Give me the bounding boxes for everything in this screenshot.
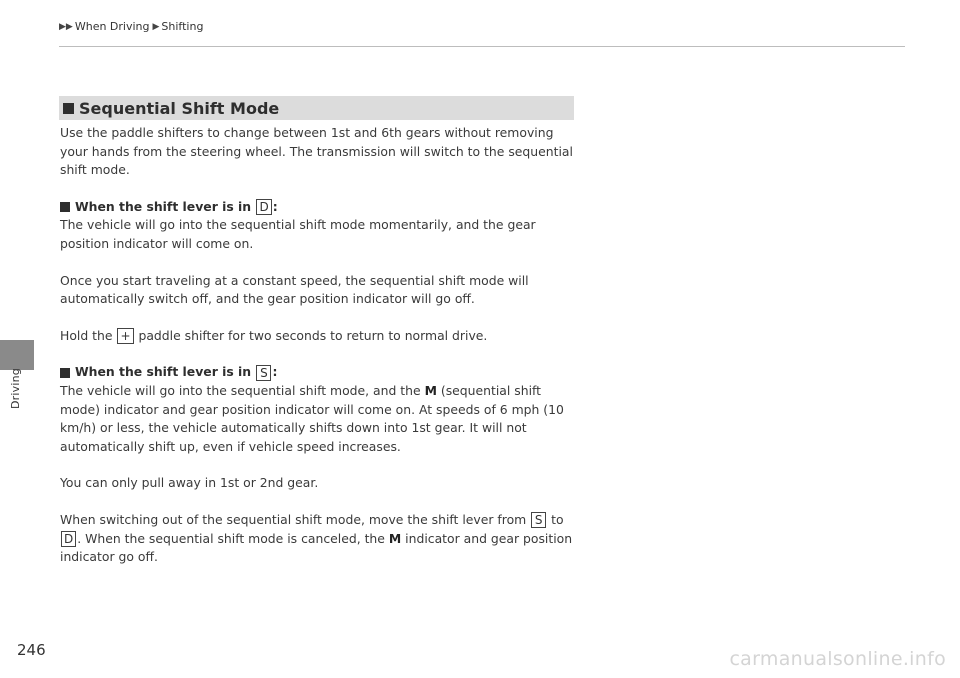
section-title: Sequential Shift Mode xyxy=(79,98,280,118)
subheading-square-icon xyxy=(60,368,70,378)
subheading-text: When the shift lever is in xyxy=(75,364,252,380)
breadcrumb-arrow-icon: ▶▶ xyxy=(59,21,73,32)
text: When switching out of the sequential shift mode, move the shift lever from xyxy=(60,511,527,527)
paragraph-s-1 xyxy=(60,382,576,456)
breadcrumb xyxy=(59,20,203,33)
subheading-d xyxy=(60,198,576,217)
paragraph-hold xyxy=(60,327,576,346)
breadcrumb-item-shifting[interactable]: Shifting xyxy=(161,20,204,33)
watermark: carmanualsonline.info xyxy=(729,648,946,670)
paddle-plus-key-icon: + xyxy=(117,328,133,344)
body-content xyxy=(60,124,576,585)
subheading-s xyxy=(60,363,576,382)
subheading-text: When the shift lever is in xyxy=(75,198,252,214)
subheading-square-icon xyxy=(60,202,70,212)
intro-paragraph: Use the paddle shifters to change between 1st and 6th gears without removing your hands from the steering wheel. The transmission will switch to the sequential shift mode. xyxy=(60,125,573,178)
text: The vehicle will go into the sequential shift mode, and the xyxy=(60,382,421,398)
paragraph-switch xyxy=(60,511,576,567)
breadcrumb-item-when-driving[interactable]: When Driving xyxy=(74,20,150,33)
section-square-icon xyxy=(63,103,74,114)
subheading-colon: : xyxy=(272,198,278,214)
text: . When the sequential shift mode is canceled, the xyxy=(77,530,385,546)
page-number: 246 xyxy=(17,641,46,659)
chapter-tab[interactable] xyxy=(0,340,34,370)
paragraph-s-2: You can only pull away in 1st or 2nd gear. xyxy=(60,475,319,491)
text: Hold the xyxy=(60,327,113,343)
shift-key-s-icon: S xyxy=(531,512,546,528)
paragraph-d-1: The vehicle will go into the sequential shift mode momentarily, and the gear position indicator will come on. xyxy=(60,217,536,251)
text: indicator and gear position indicator go off. xyxy=(60,530,573,565)
text: paddle shifter for two seconds to return to normal drive. xyxy=(138,327,488,343)
subheading-colon: : xyxy=(272,364,278,380)
m-indicator-label: M xyxy=(388,530,402,546)
chapter-label: Driving xyxy=(9,368,22,409)
paragraph-d-2: Once you start traveling at a constant speed, the sequential shift mode will automatically switch off, and the gear position indicator will go off. xyxy=(60,272,529,307)
text: to xyxy=(551,511,564,527)
breadcrumb-arrow-icon: ▶ xyxy=(152,21,160,32)
section-header xyxy=(59,96,574,120)
text: (sequential shift mode) indicator and gear position indicator will come on. At speeds of 6 mph (10 km/h) or less, the vehicle automatically shifts down into 1st gear. It will not automatically shift up, even if vehicle speed increases. xyxy=(60,382,564,454)
shift-key-s-icon: S xyxy=(256,365,271,381)
header-divider xyxy=(59,46,905,47)
shift-key-d-icon: D xyxy=(256,199,271,215)
shift-key-d-icon: D xyxy=(61,531,76,547)
m-indicator-label: M xyxy=(424,382,437,398)
